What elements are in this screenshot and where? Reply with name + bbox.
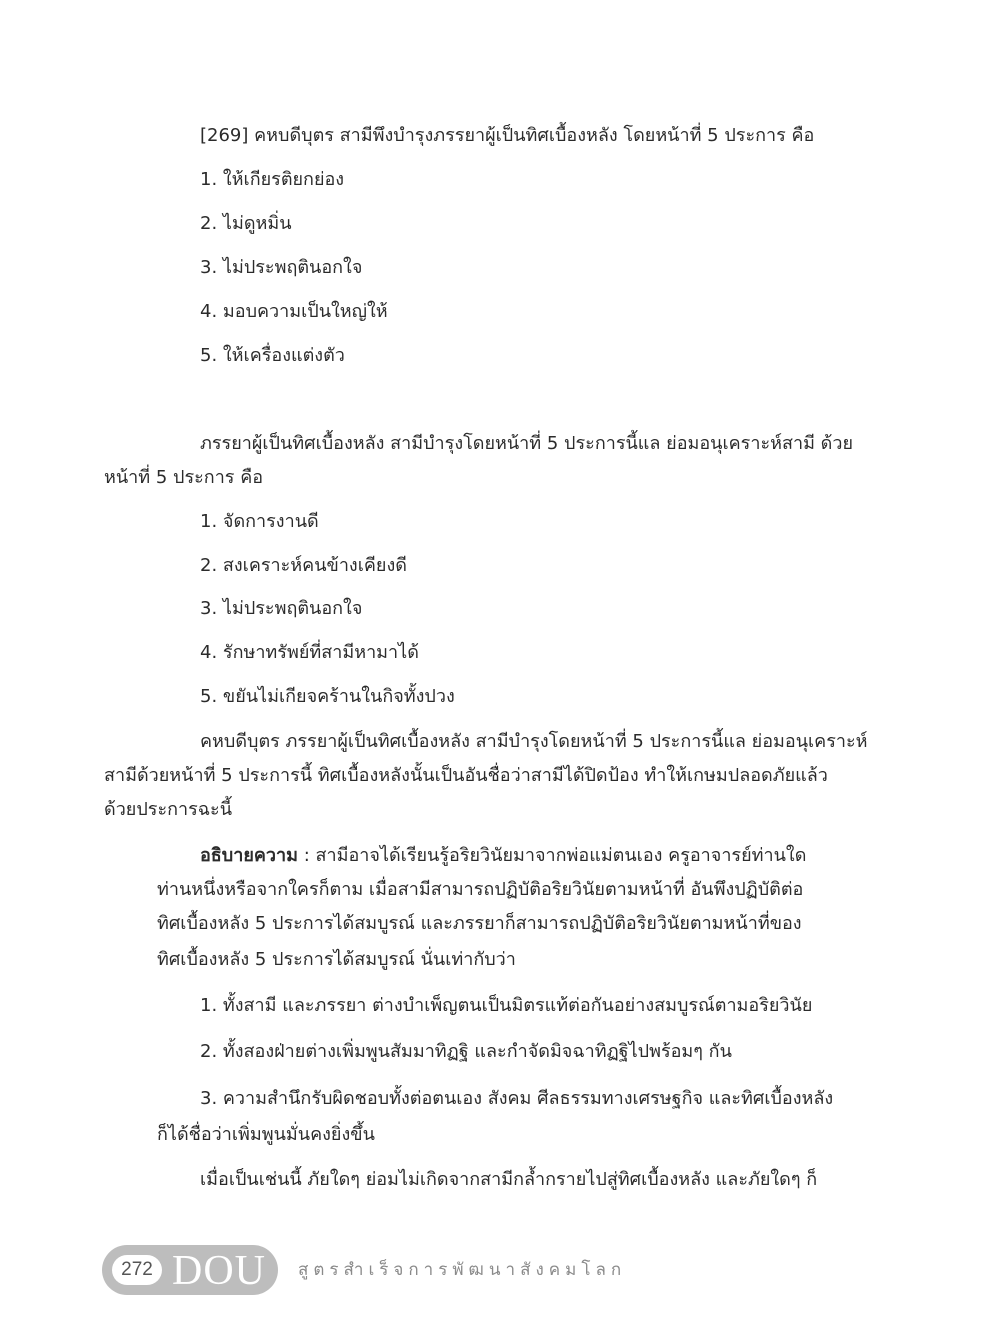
list-item: 3. ไม่ประพฤตินอกใจ: [200, 598, 363, 619]
explanation-first-line: [200, 844, 806, 868]
point-item: 3. ความสำนึกรับผิดชอบทั้งต่อตนเอง สังคม ศีลธรรมทางเศรษฐกิจ และทิศเบื้องหลัง: [200, 1088, 834, 1109]
paragraph-line: ภรรยาผู้เป็นทิศเบื้องหลัง สามีบำรุงโดยหน้าที่ 5 ประการนี้แล ย่อมอนุเคราะห์สามี ด้วย: [200, 433, 854, 454]
list-item: 4. รักษาทรัพย์ที่สามีหามาได้: [200, 642, 419, 663]
list-item: 3. ไม่ประพฤตินอกใจ: [200, 257, 363, 278]
dou-logo: DOU: [172, 1248, 266, 1294]
list-item: 2. สงเคราะห์คนข้างเคียงดี: [200, 555, 407, 576]
intro-269: [269] คหบดีบุตร สามีพึงบำรุงภรรยาผู้เป็นทิศเบื้องหลัง โดยหน้าที่ 5 ประการ คือ: [200, 125, 815, 146]
point-item: 1. ทั้งสามี และภรรยา ต่างบำเพ็ญตนเป็นมิตรแท้ต่อกันอย่างสมบูรณ์ตามอริยวินัย: [200, 995, 813, 1016]
conclusion-line: สามีด้วยหน้าที่ 5 ประการนี้ ทิศเบื้องหลังนั้นเป็นอันชื่อว่าสามีได้ปิดป้อง ทำให้เกษมปลอดภัยแล้ว: [104, 765, 828, 786]
book-title: สูตรสำเร็จการพัฒนาสังคมโลก: [298, 1260, 627, 1280]
point-item: 2. ทั้งสองฝ่ายต่างเพิ่มพูนสัมมาทิฏฐิ และกำจัดมิจฉาทิฏฐิไปพร้อมๆ กัน: [200, 1041, 732, 1062]
conclusion-line: ด้วยประการฉะนี้: [104, 799, 233, 820]
list-item: 5. ขยันไม่เกียจคร้านในกิจทั้งปวง: [200, 686, 455, 707]
point-item-continuation: ก็ได้ชื่อว่าเพิ่มพูนมั่นคงยิ่งขึ้น: [157, 1124, 375, 1145]
closing-line: เมื่อเป็นเช่นนี้ ภัยใดๆ ย่อมไม่เกิดจากสามีกล้ำกรายไปสู่ทิศเบื้องหลัง และภัยใดๆ ก็: [200, 1169, 818, 1190]
explanation-line: ทิศเบื้องหลัง 5 ประการได้สมบูรณ์ และภรรยาก็สามารถปฏิบัติอริยวินัยตามหน้าที่ของ: [157, 913, 802, 934]
paragraph-line: หน้าที่ 5 ประการ คือ: [104, 467, 264, 488]
explanation-line: ทิศเบื้องหลัง 5 ประการได้สมบูรณ์ นั่นเท่ากับว่า: [157, 949, 516, 970]
explanation-line: ท่านหนึ่งหรือจากใครก็ตาม เมื่อสามีสามารถปฏิบัติอริยวินัยตามหน้าที่ อันพึงปฏิบัติต่อ: [157, 879, 804, 900]
explanation-label: อธิบายความ: [200, 845, 298, 866]
list-item: 2. ไม่ดูหมิ่น: [200, 213, 292, 234]
footer-badge: [102, 1245, 278, 1295]
list-item: 5. ให้เครื่องแต่งตัว: [200, 345, 345, 366]
list-item: 1. ให้เกียรติยกย่อง: [200, 169, 345, 190]
explanation-text: : สามีอาจได้เรียนรู้อริยวินัยมาจากพ่อแม่ตนเอง ครูอาจารย์ท่านใด: [303, 845, 807, 866]
list-item: 4. มอบความเป็นใหญ่ให้: [200, 301, 388, 322]
page-number: 272: [112, 1255, 162, 1285]
list-item: 1. จัดการงานดี: [200, 511, 319, 532]
conclusion-line: คหบดีบุตร ภรรยาผู้เป็นทิศเบื้องหลัง สามีบำรุงโดยหน้าที่ 5 ประการนี้แล ย่อมอนุเคราะห์: [200, 731, 868, 752]
